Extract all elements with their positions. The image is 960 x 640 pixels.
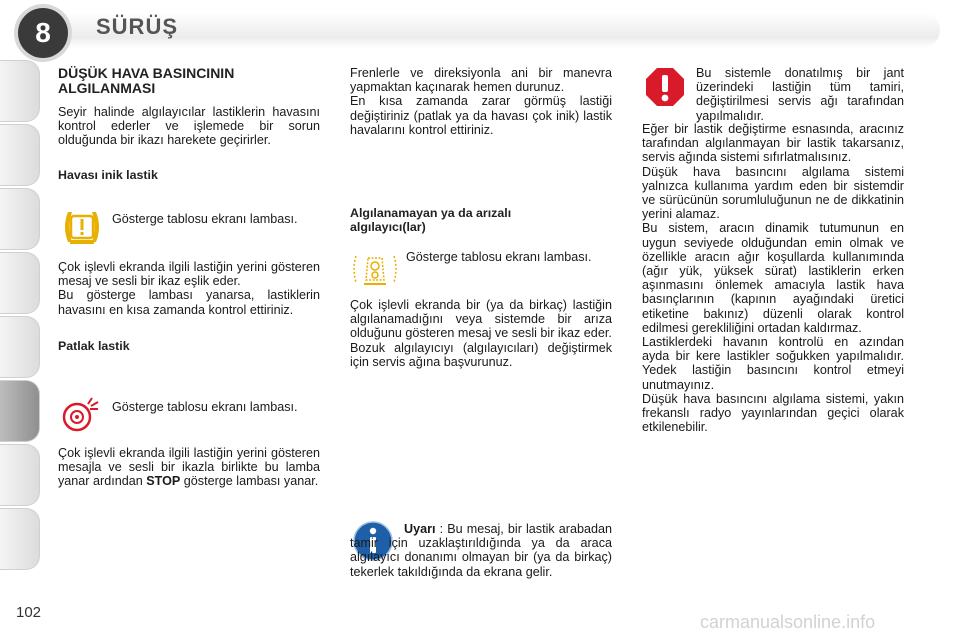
column-3 xyxy=(642,122,904,434)
puncture-lamp-row xyxy=(58,394,320,434)
chapter-tab[interactable] xyxy=(0,252,40,314)
chapter-tab[interactable] xyxy=(0,444,40,506)
chapter-tab[interactable] xyxy=(0,508,40,570)
pressure-check-paragraph: Bu sistem, aracın dinamik tutumunun en uygun seviyede olduğundan emin olmak ve özellikle aracın ağır koşullarda kullanımında (ağır yük, yüksek sürat) lastiklerin erken aşınmasını önlemek amacıyla lastik hava basınçlarının (kapının ayağındaki üretici etiketine bakınız) düzenli olarak kontrol edilmesi gerekliliğini ortadan kaldırmaz. xyxy=(642,221,904,335)
radio-interference-paragraph: Düşük hava basıncını algılama sistemi, yakın frekanslı radyo yayınlarından geçici olarak etkilenebilir. xyxy=(642,391,904,435)
note-text: : Bu mesaj, bir lastik arabadan tamir için uzaklaştırıldığında ya da araca algılayıcı donanımı olmayan bir (ya da birkaç) tekerlek takıldığında da ekrana gelir. xyxy=(350,522,613,579)
sensor-fault-icon xyxy=(350,248,400,290)
chapter-tab[interactable] xyxy=(0,60,40,122)
note-block xyxy=(350,522,612,579)
column-1-continued xyxy=(58,260,320,353)
flat-tyre-lamp-text: Gösterge tablosu ekranı lambası. xyxy=(112,212,298,226)
chapter-title: SÜRÜŞ xyxy=(96,14,179,39)
stop-label: STOP xyxy=(146,474,181,489)
watermark: carmanualsonline.info xyxy=(700,612,876,632)
heading-line: ALGILANMASI xyxy=(58,80,156,96)
low-pressure-warning-icon xyxy=(58,206,106,248)
flat-tyre-paragraph: Çok işlevli ekranda ilgili lastiğin yerini gösteren mesaj ve sesli bir ikaz eşlik eder. xyxy=(58,260,320,289)
puncture-warning-icon xyxy=(58,394,106,434)
sensor-lamp-row xyxy=(350,248,612,290)
chapter-number-badge: 8 xyxy=(18,8,68,58)
sensor-lamp-text: Gösterge tablosu ekranı lambası. xyxy=(406,250,592,264)
reset-system-paragraph: Eğer bir lastik değiştirme esnasında, aracınız tarafından algılanmayan bir lastik takarsanız, servis ağında sistemi sıfırlatmalısınız. xyxy=(642,122,904,165)
replace-sensor-paragraph: Bozuk algılayıcıyı (algılayıcıları) değiştirmek için servis ağına başvurunuz. xyxy=(350,340,612,369)
intro-paragraph: Seyir halinde algılayıcılar lastiklerin havasını kontrol ederler ve işlemede bir sorun olduğunda bir ikazı harekete geçirirler. xyxy=(58,105,320,148)
warning-icon xyxy=(644,66,686,108)
column-2 xyxy=(350,66,612,137)
section-heading xyxy=(58,66,320,96)
flat-tyre-heading: Havası inik lastik xyxy=(58,167,158,182)
chapter-tab[interactable] xyxy=(0,124,40,186)
heading-line: DÜŞÜK HAVA BASINCININ xyxy=(58,65,235,81)
monthly-check-paragraph: Lastiklerdeki havanın kontrolü en azından ayda bir kere lastikler soğukken yapılmalıdır. Yedek lastiğin basıncını kontrol etmeyi unutmayınız. xyxy=(642,335,904,392)
note-paragraph xyxy=(350,522,612,579)
puncture-text-end: gösterge lambası yanar. xyxy=(183,474,319,489)
driver-responsibility-paragraph: Düşük hava basıncını algılama sistemi yalnızca kullanıma yardım eden bir sistemdir ve sürücünün sorumluluğunun ne de dikkatinin yerini alamaz. xyxy=(642,164,904,222)
puncture-text: Çok işlevli ekranda ilgili lastiğin yerini gösteren mesajla ve sesli bir ikazla birlikte bu lamba yanar ardından xyxy=(58,446,320,489)
flat-tyre-lamp-row xyxy=(58,206,320,248)
stop-vehicle-paragraph: Frenlerle ve direksiyonla ani bir manevra yapmaktan kaçınarak hemen durunuz. xyxy=(350,66,612,95)
warning-text-block xyxy=(696,66,904,123)
sensor-fault-paragraph: Çok işlevli ekranda bir (ya da birkaç) lastiğin algılanamadığını veya sistemde bir arıza olduğunu gösteren mesaj ve sesli bir ikaz eder. xyxy=(350,298,612,341)
column-1 xyxy=(58,66,320,182)
sensor-fault-heading: Algılanamayan ya da arızalı algılayıcı(lar) xyxy=(350,206,512,235)
header-bar xyxy=(60,12,940,48)
chapter-tab[interactable] xyxy=(0,316,40,378)
puncture-heading: Patlak lastik xyxy=(58,338,130,353)
chapter-tab[interactable] xyxy=(0,188,40,250)
chapter-tabs xyxy=(0,60,44,580)
puncture-lamp-text: Gösterge tablosu ekranı lambası. xyxy=(112,400,298,414)
puncture-paragraph-block xyxy=(58,446,320,489)
chapter-tab-active[interactable] xyxy=(0,380,40,442)
note-label: Uyarı xyxy=(404,522,436,536)
sensor-heading-block xyxy=(350,206,590,234)
sensor-paragraph-block xyxy=(350,298,612,369)
page-number: 102 xyxy=(16,604,42,621)
puncture-paragraph xyxy=(58,446,320,489)
warning-text: Bu sistemle donatılmış bir jant üzerindeki lastiğin tüm tamiri, değiştirilmesi servis ağı tarafından yapılmalıdır. xyxy=(696,66,904,123)
replace-tyre-paragraph: En kısa zamanda zarar görmüş lastiği değiştiriniz (patlak ya da havası çok inik) lastik havalarını kontrol ettiriniz. xyxy=(350,94,612,137)
flat-tyre-paragraph: Bu gösterge lambası yanarsa, lastiklerin havasını en kısa zamanda kontrol ettiriniz. xyxy=(58,288,320,317)
